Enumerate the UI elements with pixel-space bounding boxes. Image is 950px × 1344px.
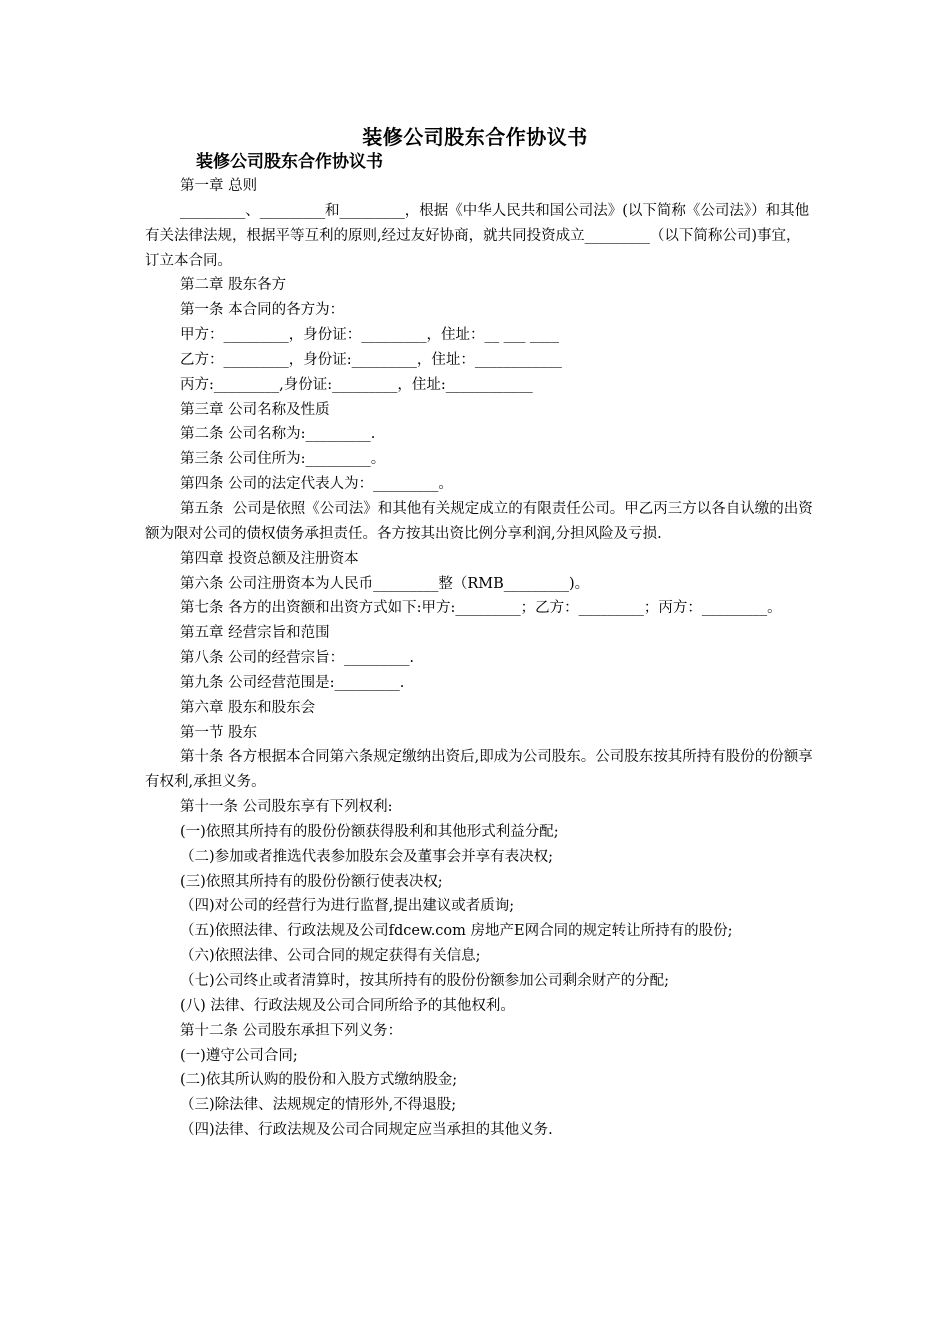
document-title: 装修公司股东合作协议书 [362, 125, 588, 149]
chapter-heading: 第四章 投资总额及注册资本 [180, 550, 359, 567]
article: 第七条 各方的出资额和出资方式如下:甲方:_________；乙方：_________；丙方：_________。 [180, 600, 782, 617]
article: 第八条 公司的经营宗旨：_________. [180, 650, 414, 667]
paragraph: _________、_________和_________，根据《中华人民共和国公司法》(以下简称《公司法》）和其他有关法律法规，根据平等互利的原则,经过友好协商，就共同投资成立_________（以下简称公司)事宜，订立本合同。 [145, 202, 810, 269]
list-item: （四)法律、行政法规及公司合同规定应当承担的其他义务. [180, 1122, 553, 1139]
article: 第四条 公司的法定代表人为：_________。 [180, 476, 453, 493]
article: 第十条 各方根据本合同第六条规定缴纳出资后,即成为公司股东。公司股东按其所持有股份的份额享有权利,承担义务。 [145, 749, 813, 791]
list-item: （四)对公司的经营行为进行监督,提出建议或者质询; [180, 898, 515, 915]
list-item: (八) 法律、行政法规及公司合同所给予的其他权利。 [180, 997, 515, 1014]
list-item: （三)除法律、法规规定的情形外,不得退股; [180, 1097, 457, 1114]
list-item: (一)依照其所持有的股份份额获得股利和其他形式利益分配; [180, 823, 559, 840]
article: 第五条 公司是依照《公司法》和其他有关规定成立的有限责任公司。甲乙丙三方以各自认缴的出资额为限对公司的债权债务承担责任。各方按其出资比例分享利润,分担风险及亏损. [145, 500, 813, 542]
document-subtitle: 装修公司股东合作协议书 [196, 152, 383, 172]
party-line: 甲方：_________，身份证：_________，住址：__ ___ ____ [180, 327, 559, 344]
list-item: (二)依其所认购的股份和入股方式缴纳股金; [180, 1072, 458, 1089]
chapter-heading: 第六章 股东和股东会 [180, 699, 316, 716]
chapter-heading: 第二章 股东各方 [180, 277, 287, 294]
party-line: 乙方：_________，身份证:_________，住址：____________ [180, 351, 562, 368]
article: 第十二条 公司股东承担下列义务： [180, 1022, 403, 1039]
article: 第九条 公司经营范围是:_________. [180, 674, 405, 691]
chapter-heading: 第五章 经营宗旨和范围 [180, 625, 330, 642]
article: 第六条 公司注册资本为人民币_________整（RMB_________)。 [180, 575, 590, 592]
chapter-heading: 第一章 总则 [180, 178, 258, 194]
list-item: （六)依照法律、公司合同的规定获得有关信息; [180, 948, 481, 965]
chapter-heading: 第三章 公司名称及性质 [180, 401, 330, 418]
document-body [145, 174, 813, 1143]
list-item: （七)公司终止或者清算时，按其所持有的股份份额参加公司剩余财产的分配; [180, 973, 670, 989]
list-item: （二)参加或者推选代表参加股东会及董事会并享有表决权; [180, 848, 554, 865]
list-item: (三)依照其所持有的股份份额行使表决权; [180, 873, 443, 890]
article: 第十一条 公司股东享有下列权利: [180, 799, 393, 816]
article: 第二条 公司名称为:_________. [180, 426, 376, 443]
list-item: (一)遵守公司合同; [180, 1047, 298, 1064]
list-item: （五)依照法律、行政法规及公司fdcew.com 房地产E网合同的规定转让所持有的股份; [180, 923, 733, 940]
article: 第三条 公司住所为:_________。 [180, 451, 386, 468]
article: 第一条 本合同的各方为： [180, 302, 345, 319]
section-heading: 第一节 股东 [180, 724, 258, 741]
party-line: 丙方:_________,身份证:_________，住址:____________ [180, 376, 533, 393]
